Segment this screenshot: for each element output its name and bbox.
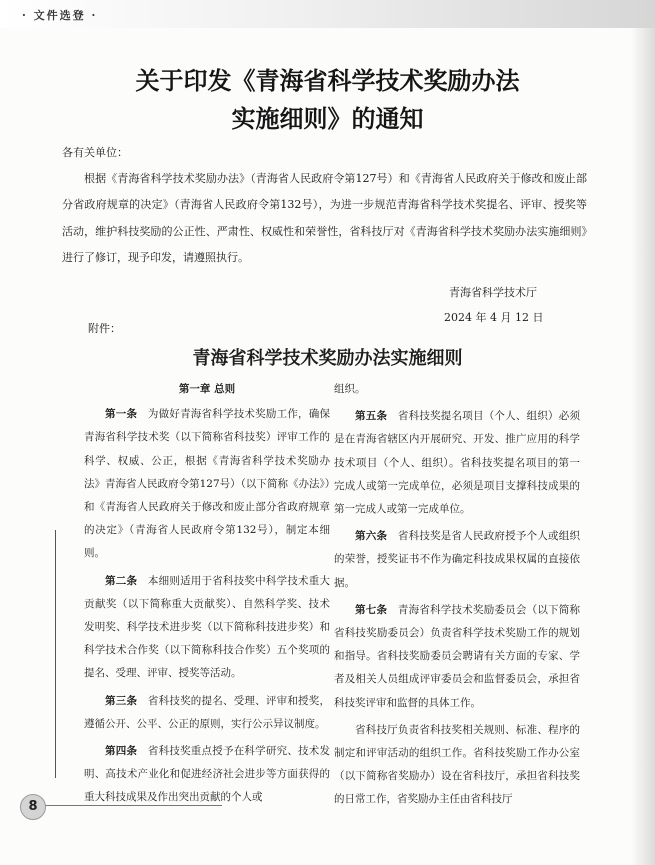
article-3-text: 省科技奖的提名、受理、评审和授奖，遵循公开、公平、公正的原则，实行公示异议制度。 (84, 694, 331, 730)
right-column (334, 378, 580, 816)
article-3 (84, 690, 330, 736)
article-7-label: 第七条 (355, 603, 388, 616)
article-2-text: 本细则适用于省科技奖中科学技术重大贡献奖（以下简称重大贡献奖）、自然科学奖、技术发明奖、科学技术进步奖（以下简称科技进步奖）和科学技术合作奖（以下简称科技合作奖）五个奖项的提名、受理、评审、授奖等活动。 (84, 574, 331, 680)
article-6-label: 第六条 (355, 530, 388, 543)
page-fold-shadow (631, 28, 655, 865)
article-3-label: 第三条 (105, 694, 138, 707)
article-2 (84, 570, 330, 686)
notice-title-line-2: 实施细则》的通知 (231, 105, 424, 133)
article-6-text: 省科技奖是省人民政府授予个人或组织的荣誉，授奖证书不作为确定科技成果权属的直接依据。 (334, 530, 581, 589)
article-7 (334, 599, 580, 715)
margin-rule (55, 530, 56, 778)
attachment-label: 附件： (88, 322, 121, 335)
issuer-name: 青海省科学技术厅 (449, 286, 537, 299)
signature-block (444, 280, 564, 330)
notice-title (0, 62, 655, 138)
section-header-band (0, 0, 655, 28)
notice-title-line-1: 关于印发《青海省科学技术奖励办法 (135, 67, 520, 95)
issue-date: 2024 年 4 月 12 日 (444, 311, 544, 324)
article-5-text: 省科技奖提名项目（个人、组织）必须是在青海省辖区内开展研究、开发、推广应用的科学技术项目（个人、组织）。省科技奖提名项目的第一完成人或第一完成单位，必须是项目支撑科技成果的第一完成人或第一完成单位。 (334, 410, 581, 516)
regulation-title: 青海省科学技术奖励办法实施细则 (192, 348, 463, 369)
article-6 (334, 525, 580, 595)
article-7-text: 青海省科学技术奖励委员会（以下简称省科技奖励委员会）负责省科学技术奖励工作的规划和指导。省科技奖励委员会聘请有关方面的专家、学者及相关人员组成评审委员会和监督委员会，承担省科技奖评审和监督的具体工作。 (334, 603, 581, 709)
article-1-label: 第一条 (105, 408, 138, 421)
article-4 (84, 740, 330, 810)
article-2-label: 第二条 (105, 574, 138, 587)
notice-body (62, 140, 587, 271)
footer-rule (32, 805, 222, 806)
article-4-label: 第四条 (105, 745, 138, 758)
salutation: 各有关单位： (62, 146, 128, 159)
article-5-label: 第五条 (355, 410, 388, 423)
article-4-continuation: 组织。 (334, 383, 366, 395)
article-1-text: 为做好青海省科学技术奖励工作，确保青海省科学技术奖（以下简称省科技奖）评审工作的科学、权威、公正，根据《青海省科学技术奖励办法》青海省人民政府令第127号）（以下简称《办法》）和《青海省人民政府关于修改和废止部分省政府规章的决定》（青海省人民政府令第132号），制定本细则。 (84, 408, 331, 560)
article-7-paragraph-2: 省科技厅负责省科技奖相关规则、标准、程序的制定和评审活动的组织工作。省科技奖励工作办公室（以下简称省奖励办）设在省科技厅，承担省科技奖的日常工作，省奖励办主任由省科技厅 (334, 723, 580, 806)
notice-paragraph: 根据《青海省科学技术奖励办法》（青海省人民政府令第127号）和《青海省人民政府关于修改和废止部分省政府规章的决定》（青海省人民政府令第132号），为进一步规范青海省科学技术奖提名、评审、授奖等活动，维护科技奖励的公正性、严肃性、权威性和荣誉性，省科技厅对《青海省科学技术奖励办法实施细则》进行了修订，现予印发，请遵照执行。 (62, 172, 587, 264)
left-column (84, 378, 330, 814)
page-number-badge: 8 (20, 794, 46, 820)
article-4-text: 省科技奖重点授予在科学研究、技术发明、高技术产业化和促进经济社会进步等方面获得的重大科技成果及作出突出贡献的个人或 (84, 745, 331, 804)
article-5 (334, 405, 580, 521)
chapter-heading: 第一章 总则 (178, 383, 236, 395)
article-1 (84, 403, 330, 565)
section-label: · 文件选登 · (22, 9, 98, 22)
